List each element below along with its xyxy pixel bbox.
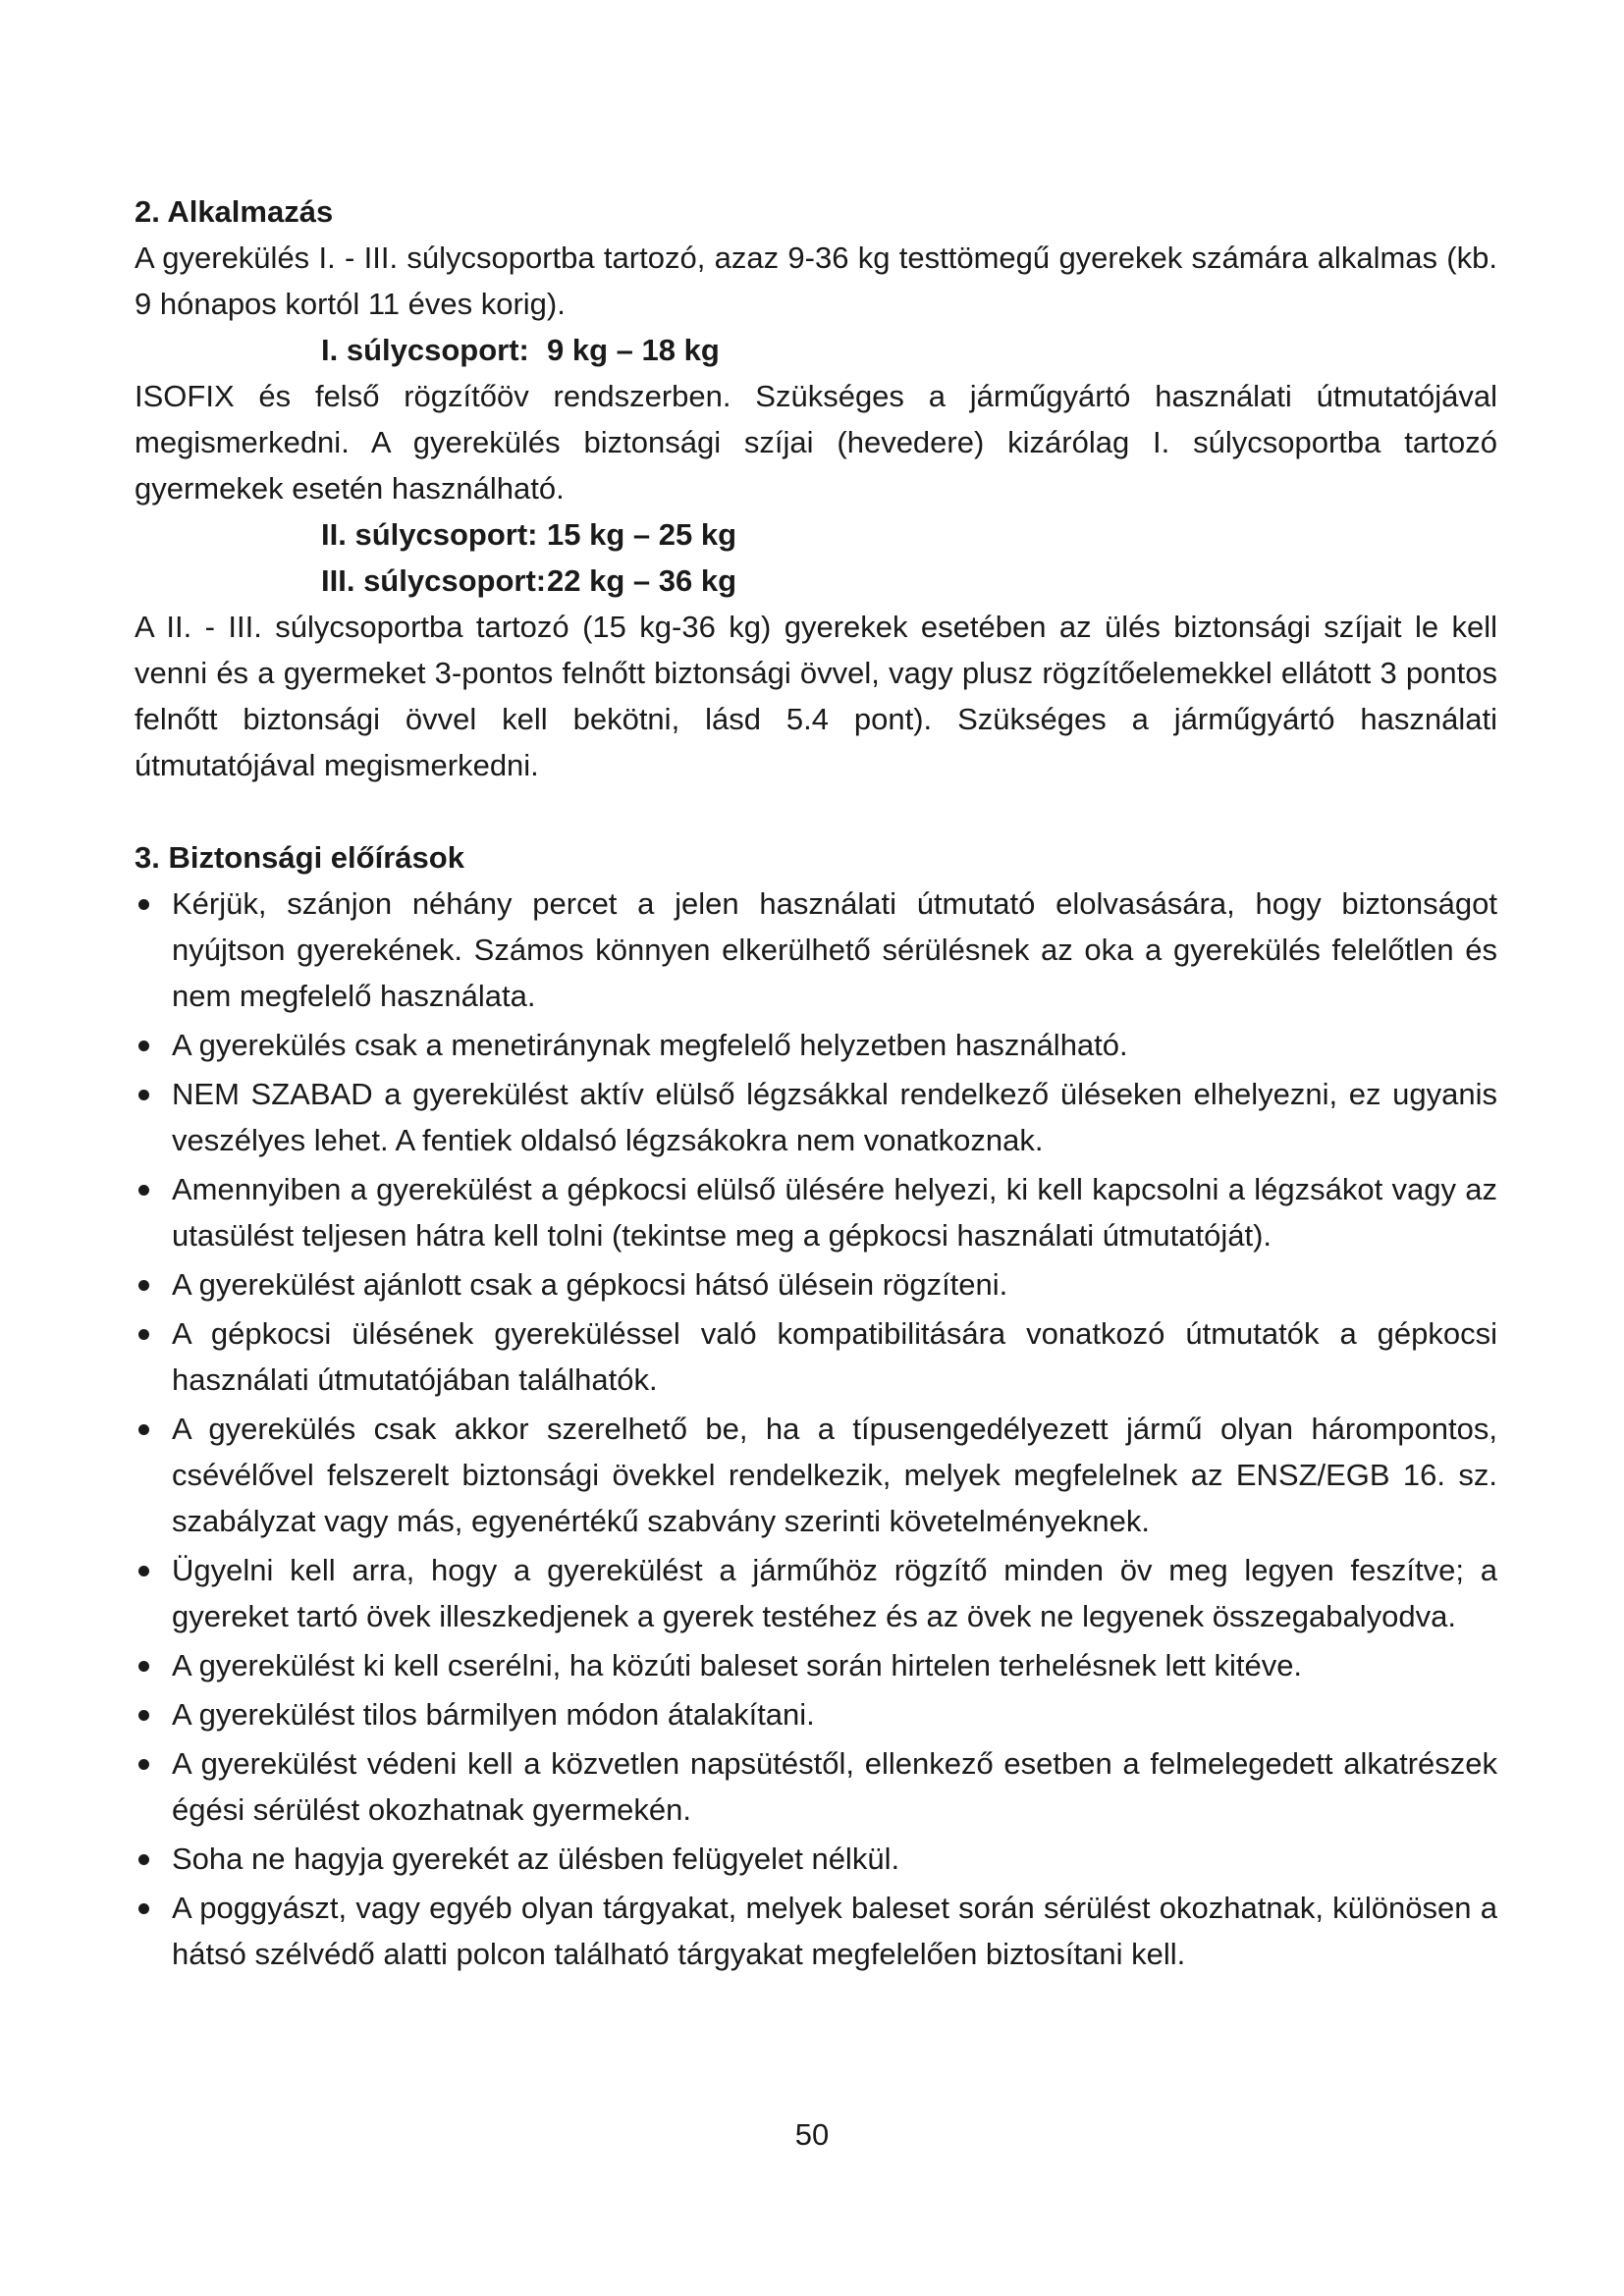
bullet-icon xyxy=(138,1329,149,1340)
list-item-text: NEM SZABAD a gyerekülést aktív elülső légzsákkal rendelkező üléseken elhelyezni, ez ugyanis veszélyes lehet. A fentiek oldalsó légzsákokra nem vonatkoznak. xyxy=(172,1077,1497,1157)
list-item xyxy=(135,1166,1497,1258)
list-item xyxy=(135,1406,1497,1544)
safety-list xyxy=(135,881,1497,1977)
list-item xyxy=(135,881,1497,1019)
bullet-icon xyxy=(138,1185,149,1196)
list-item-text: A gyerekülés csak a menetiránynak megfelelő helyzetben használható. xyxy=(172,1028,1128,1062)
section-gap xyxy=(135,788,1497,834)
weight-group-1-range: 9 kg – 18 kg xyxy=(547,333,720,367)
bullet-icon xyxy=(138,1424,149,1435)
weight-group-2 xyxy=(135,511,1497,558)
section-2-intro: A gyerekülés I. - III. súlycsoportba tartozó, azaz 9-36 kg testtömegű gyerekek számára alkalmas (kb. 9 hónapos kortól 11 éves korig). xyxy=(135,240,1497,321)
list-item xyxy=(135,1740,1497,1833)
bullet-icon xyxy=(138,1090,149,1100)
bullet-icon xyxy=(138,1041,149,1051)
list-item xyxy=(135,1836,1497,1882)
list-item xyxy=(135,1071,1497,1163)
weight-group-1-label: I. súlycsoport: xyxy=(321,333,529,367)
list-item-text: A gyerekülést ki kell cserélni, ha közúti baleset során hirtelen terhelésnek lett kitéve. xyxy=(172,1648,1303,1682)
weight-group-3-range: 22 kg – 36 kg xyxy=(547,563,737,598)
list-item-text: A gyerekülést védeni kell a közvetlen napsütéstől, ellenkező esetben a felmelegedett alkatrészek égési sérülést okozhatnak gyermekén. xyxy=(172,1746,1497,1827)
list-item-text: Amennyiben a gyerekülést a gépkocsi elülső ülésére helyezi, ki kell kapcsolni a légzsákot vagy az utasülést teljesen hátra kell tolni (tekintse meg a gépkocsi használati útmutatóját). xyxy=(172,1172,1497,1253)
bullet-icon xyxy=(138,1759,149,1770)
bullet-icon xyxy=(138,1854,149,1865)
bullet-icon xyxy=(138,1661,149,1672)
weight-group-3 xyxy=(135,558,1497,604)
section-3-heading: 3. Biztonsági előírások xyxy=(135,840,464,875)
list-item-text: Ügyelni kell arra, hogy a gyerekülést a járműhöz rögzítő minden öv meg legyen feszítve; a gyereket tartó övek illeszkedjenek a gyerek testéhez és az övek ne legyenek összegabalyodva. xyxy=(172,1553,1497,1633)
list-item-text: Soha ne hagyja gyerekét az ülésben felügyelet nélkül. xyxy=(172,1842,900,1876)
weight-group-23-text: A II. - III. súlycsoportba tartozó (15 kg-36 kg) gyerekek esetében az ülés biztonsági szíjait le kell venni és a gyermeket 3-pontos felnőtt biztonsági övvel, vagy plusz rögzítőelemekkel ellátott 3 pontos felnőtt biztonsági övvel kell bekötni, lásd 5.4 pont). Szükséges a járműgyártó használati útmutatójával megismerkedni. xyxy=(135,610,1497,782)
list-item xyxy=(135,1642,1497,1688)
weight-group-2-range: 15 kg – 25 kg xyxy=(547,517,737,552)
list-item-text: A gyerekülést ajánlott csak a gépkocsi hátsó ülésein rögzíteni. xyxy=(172,1267,1008,1302)
list-item xyxy=(135,1885,1497,1977)
weight-group-1-text: ISOFIX és felső rögzítőöv rendszerben. Szükséges a járműgyártó használati útmutatójával megismerkedni. A gyerekülés biztonsági szíjai (hevedere) kizárólag I. súlycsoportba tartozó gyermekek esetén használható. xyxy=(135,379,1497,506)
page-number: 50 xyxy=(794,2117,830,2152)
section-2-heading: 2. Alkalmazás xyxy=(135,194,334,229)
list-item xyxy=(135,1310,1497,1403)
list-item xyxy=(135,1547,1497,1639)
bullet-icon xyxy=(138,899,149,910)
list-item-text: Kérjük, szánjon néhány percet a jelen használati útmutató elolvasására, hogy biztonságot nyújtson gyerekének. Számos könnyen elkerülhető sérülésnek az oka a gyerekülés felelőtlen és nem megfelelő használata. xyxy=(172,886,1497,1013)
list-item-text: A poggyászt, vagy egyéb olyan tárgyakat, melyek baleset során sérülést okozhatnak, különösen a hátsó szélvédő alatti polcon található tárgyakat megfelelően biztosítani kell. xyxy=(172,1891,1497,1971)
weight-group-2-label: II. súlycsoport: xyxy=(321,517,538,552)
list-item xyxy=(135,1691,1497,1737)
list-item-text: A gyerekülést tilos bármilyen módon átalakítani. xyxy=(172,1697,815,1732)
page-content xyxy=(135,188,1497,1980)
bullet-icon xyxy=(138,1566,149,1576)
bullet-icon xyxy=(138,1280,149,1291)
list-item-text: A gyerekülés csak akkor szerelhető be, ha a típusengedélyezett jármű olyan hárompontos, csévélővel felszerelt biztonsági övekkel rendelkezik, melyek megfelelnek az ENSZ/EGB 16. sz. szabályzat vagy más, egyenértékű szabvány szerinti követelményeknek. xyxy=(172,1412,1497,1538)
list-item-text: A gépkocsi ülésének gyereküléssel való kompatibilitására vonatkozó útmutatók a gépkocsi használati útmutatójában találhatók. xyxy=(172,1316,1497,1397)
list-item xyxy=(135,1022,1497,1068)
bullet-icon xyxy=(138,1710,149,1721)
weight-group-1 xyxy=(135,327,1497,373)
list-item xyxy=(135,1261,1497,1308)
bullet-icon xyxy=(138,1903,149,1914)
weight-group-3-label: III. súlycsoport: xyxy=(321,563,547,598)
